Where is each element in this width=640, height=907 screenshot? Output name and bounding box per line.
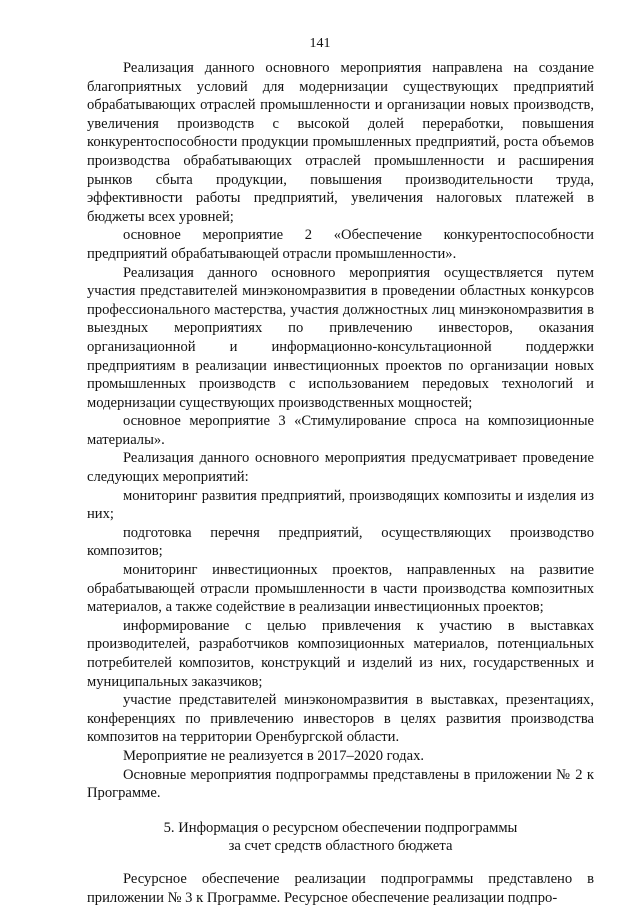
paragraph: Ресурсное обеспечение реализации подпрограммы представлено в приложении № 3 к Программе. Ресурсное обеспечение реализации подпро- bbox=[87, 870, 594, 906]
paragraph: Реализация данного основного мероприятия направлена на создание благоприятных условий для модернизации существующих предприятий обрабатывающих отраслей промышленности и организации новых производств, увеличения производств с высокой долей переработки, повышения конкурентоспособности продукции промышленных предприятий, роста объемов производства обрабатывающих отраслей промышленности и расширения рынков сбыта продукции, повышения производительности труда, эффективности работы предприятий, увеличения налоговых платежей в бюджеты всех уровней; bbox=[87, 60, 594, 225]
paragraph: основное мероприятие 3 «Стимулирование спроса на композиционные материалы». bbox=[87, 413, 594, 448]
paragraph: Основные мероприятия подпрограммы представлены в приложении № 2 к Программе. bbox=[87, 766, 594, 802]
section-heading bbox=[87, 819, 594, 856]
paragraph: Реализация данного основного мероприятия предусматривает проведение следующих мероприятий: bbox=[87, 450, 594, 486]
section-heading-line: за счет средств областного бюджета bbox=[228, 838, 453, 855]
paragraph: основное мероприятие 2 «Обеспечение конкурентоспособности предприятий обрабатывающей отрасли промышленности». bbox=[87, 227, 594, 262]
section-heading-line: 5. Информация о ресурсном обеспечении подпрограммы bbox=[163, 819, 518, 836]
paragraph: мониторинг инвестиционных проектов, направленных на развитие обрабатывающей отрасли промышленности в части производства композитных материалов, а также содействие в реализации инвестиционных проектов; bbox=[87, 562, 594, 616]
paragraph: участие представителей минэкономразвития в выставках, презентациях, конференциях по привлечению инвесторов в целях развития производства композитов на территории Оренбургской области. bbox=[87, 692, 594, 746]
paragraph: мониторинг развития предприятий, производящих композиты и изделия из них; bbox=[87, 487, 594, 523]
page-number: 141 bbox=[309, 36, 331, 51]
paragraph: Мероприятие не реализуется в 2017–2020 годах. bbox=[123, 747, 425, 764]
paragraph: Реализация данного основного мероприятия осуществляется путем участия представителей минэкономразвития в проведении областных конкурсов профессионального мастерства, участия должностных лиц минэкономразвития в выездных мероприятиях по привлечению инвесторов, оказания организационной и информационно-консультационной поддержки предприятиям в реализации инвестиционных проектов по организации новых промышленных производств с использованием передовых технологий и модернизации существующих производственных мощностей; bbox=[87, 264, 594, 411]
paragraph: информирование с целью привлечения к участию в выставках производителей, разработчиков композиционных материалов, потенциальных потребителей композитов, конструкций и изделий из них, государственных и муниципальных заказчиков; bbox=[87, 617, 594, 690]
paragraph: подготовка перечня предприятий, осуществляющих производство композитов; bbox=[87, 524, 594, 560]
document-body bbox=[87, 59, 594, 907]
